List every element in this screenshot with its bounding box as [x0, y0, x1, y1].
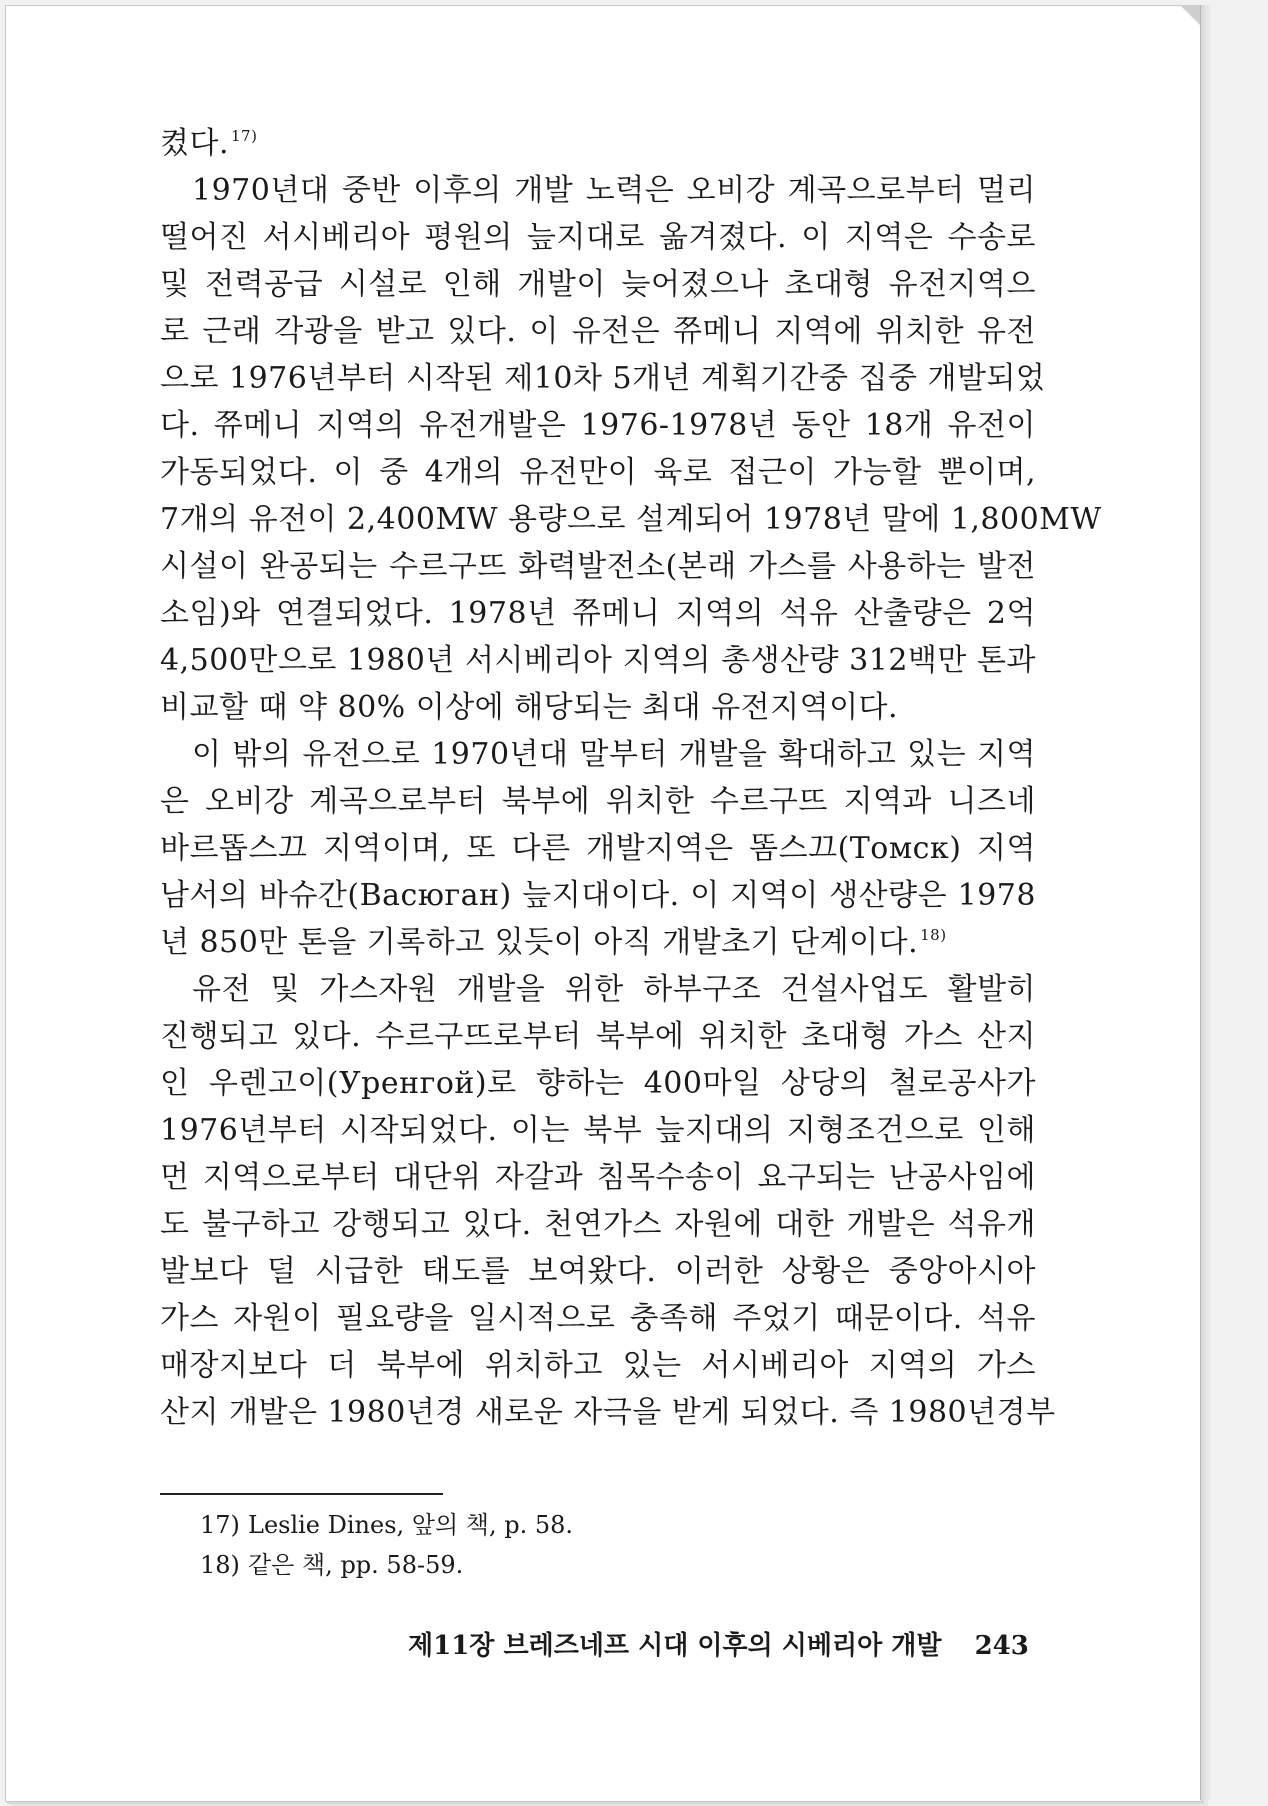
- text-line: [160, 120, 1036, 167]
- line-text: 으로 1976년부터 시작된 제10차 5개년 계획기간중 집중 개발되었: [160, 361, 1046, 396]
- footnote-separator: [160, 1493, 443, 1495]
- text-line: [160, 1107, 1036, 1154]
- line-text: 발보다 덜 시급한 태도를 보여왔다. 이러한 상황은 중앙아시아: [160, 1254, 1036, 1289]
- line-text: 비교할 때 약 80% 이상에 해당되는 최대 유전지역이다.: [160, 690, 899, 725]
- line-text: 먼 지역으로부터 대단위 자갈과 침목수송이 요구되는 난공사임에: [160, 1160, 1036, 1195]
- line-text: 1976년부터 시작되었다. 이는 북부 늪지대의 지형조건으로 인해: [160, 1113, 1036, 1148]
- footnote-number: 18): [200, 1551, 240, 1579]
- line-text: 매장지보다 더 북부에 위치하고 있는 서시베리아 지역의 가스: [160, 1348, 1036, 1383]
- page-number: 243: [974, 1631, 1029, 1661]
- line-text: 가동되었다. 이 중 4개의 유전만이 육로 접근이 가능할 뿐이며,: [160, 455, 1036, 490]
- footnote-item: [200, 1505, 573, 1545]
- line-text: 시설이 완공되는 수르구뜨 화력발전소(본래 가스를 사용하는 발전: [160, 549, 1036, 584]
- text-line: [160, 1342, 1036, 1389]
- text-line: [160, 1248, 1036, 1295]
- line-text: 소임)와 연결되었다. 1978년 쮸메니 지역의 석유 산출량은 2억: [160, 596, 1036, 631]
- text-line: [160, 1389, 1056, 1436]
- line-text: 인 우렌고이(Уренгой)로 향하는 400마일 상당의 철로공사가: [160, 1066, 1036, 1101]
- line-text: 켰다.: [160, 126, 229, 161]
- text-line: [160, 872, 1036, 919]
- line-text: 도 불구하고 강행되고 있다. 천연가스 자원에 대한 개발은 석유개: [160, 1207, 1036, 1242]
- footnote-text: 같은 책, pp. 58-59.: [248, 1551, 464, 1579]
- text-line: [160, 966, 1036, 1013]
- page-stack-edge: [1200, 5, 1211, 1800]
- footnotes: [200, 1505, 573, 1585]
- footnote-reference[interactable]: 18): [920, 926, 947, 944]
- line-text: 남서의 바슈간(Васюган) 늪지대이다. 이 지역이 생산량은 1978: [160, 878, 1036, 913]
- line-text: 로 근래 각광을 받고 있다. 이 유전은 쮸메니 지역에 위치한 유전: [160, 314, 1036, 349]
- text-line: [160, 261, 1036, 308]
- text-line: [160, 214, 1036, 261]
- text-line: [160, 402, 1036, 449]
- page-corner-fold: [1180, 5, 1200, 25]
- text-line: [160, 1201, 1036, 1248]
- text-line: [160, 825, 1036, 872]
- body-text: [160, 120, 1102, 1436]
- text-line: [160, 731, 1036, 778]
- text-line: [160, 778, 1036, 825]
- text-line: [160, 496, 1102, 543]
- line-text: 은 오비강 계곡으로부터 북부에 위치한 수르구뜨 지역과 니즈네: [160, 784, 1036, 819]
- line-text: 7개의 유전이 2,400MW 용량으로 설계되어 1978년 말에 1,800MW: [160, 502, 1102, 537]
- line-text: 바르똡스끄 지역이며, 또 다른 개발지역은 똠스끄(Томск) 지역: [160, 831, 1036, 866]
- line-text: 1970년대 중반 이후의 개발 노력은 오비강 계곡으로부터 멀리: [192, 173, 1036, 208]
- line-text: 유전 및 가스자원 개발을 위한 하부구조 건설사업도 활발히: [192, 972, 1036, 1007]
- text-line: [160, 355, 1046, 402]
- footnote-text: Leslie Dines, 앞의 책, p. 58.: [248, 1511, 574, 1539]
- text-line: [160, 1013, 1036, 1060]
- text-line: [160, 590, 1036, 637]
- text-line: [160, 449, 1036, 496]
- text-line: [160, 167, 1036, 214]
- text-line: [160, 1295, 1036, 1342]
- text-line: [160, 1060, 1036, 1107]
- line-text: 다. 쮸메니 지역의 유전개발은 1976-1978년 동안 18개 유전이: [160, 408, 1036, 443]
- footnote-item: [200, 1545, 573, 1585]
- chapter-title: 제11장 브레즈네프 시대 이후의 시베리아 개발: [408, 1631, 942, 1661]
- text-line: [160, 637, 1036, 684]
- text-line: [160, 543, 1036, 590]
- text-line: [160, 1154, 1036, 1201]
- line-text: 및 전력공급 시설로 인해 개발이 늦어졌으나 초대형 유전지역으: [160, 267, 1036, 302]
- text-line: [160, 919, 1036, 966]
- line-text: 이 밖의 유전으로 1970년대 말부터 개발을 확대하고 있는 지역: [192, 737, 1036, 772]
- line-text: 4,500만으로 1980년 서시베리아 지역의 총생산량 312백만 톤과: [160, 643, 1036, 678]
- line-text: 떨어진 서시베리아 평원의 늪지대로 옮겨졌다. 이 지역은 수송로: [160, 220, 1036, 255]
- footnote-number: 17): [200, 1511, 240, 1539]
- footnote-reference[interactable]: 17): [231, 127, 258, 145]
- text-line: [160, 684, 1036, 731]
- line-text: 가스 자원이 필요량을 일시적으로 충족해 주었기 때문이다. 석유: [160, 1301, 1036, 1336]
- line-text: 산지 개발은 1980년경 새로운 자극을 받게 되었다. 즉 1980년경부: [160, 1395, 1056, 1430]
- line-text: 진행되고 있다. 수르구뜨로부터 북부에 위치한 초대형 가스 산지: [160, 1019, 1036, 1054]
- line-text: 년 850만 톤을 기록하고 있듯이 아직 개발초기 단계이다.: [160, 925, 919, 960]
- running-footer: [408, 1625, 1029, 1662]
- text-line: [160, 308, 1036, 355]
